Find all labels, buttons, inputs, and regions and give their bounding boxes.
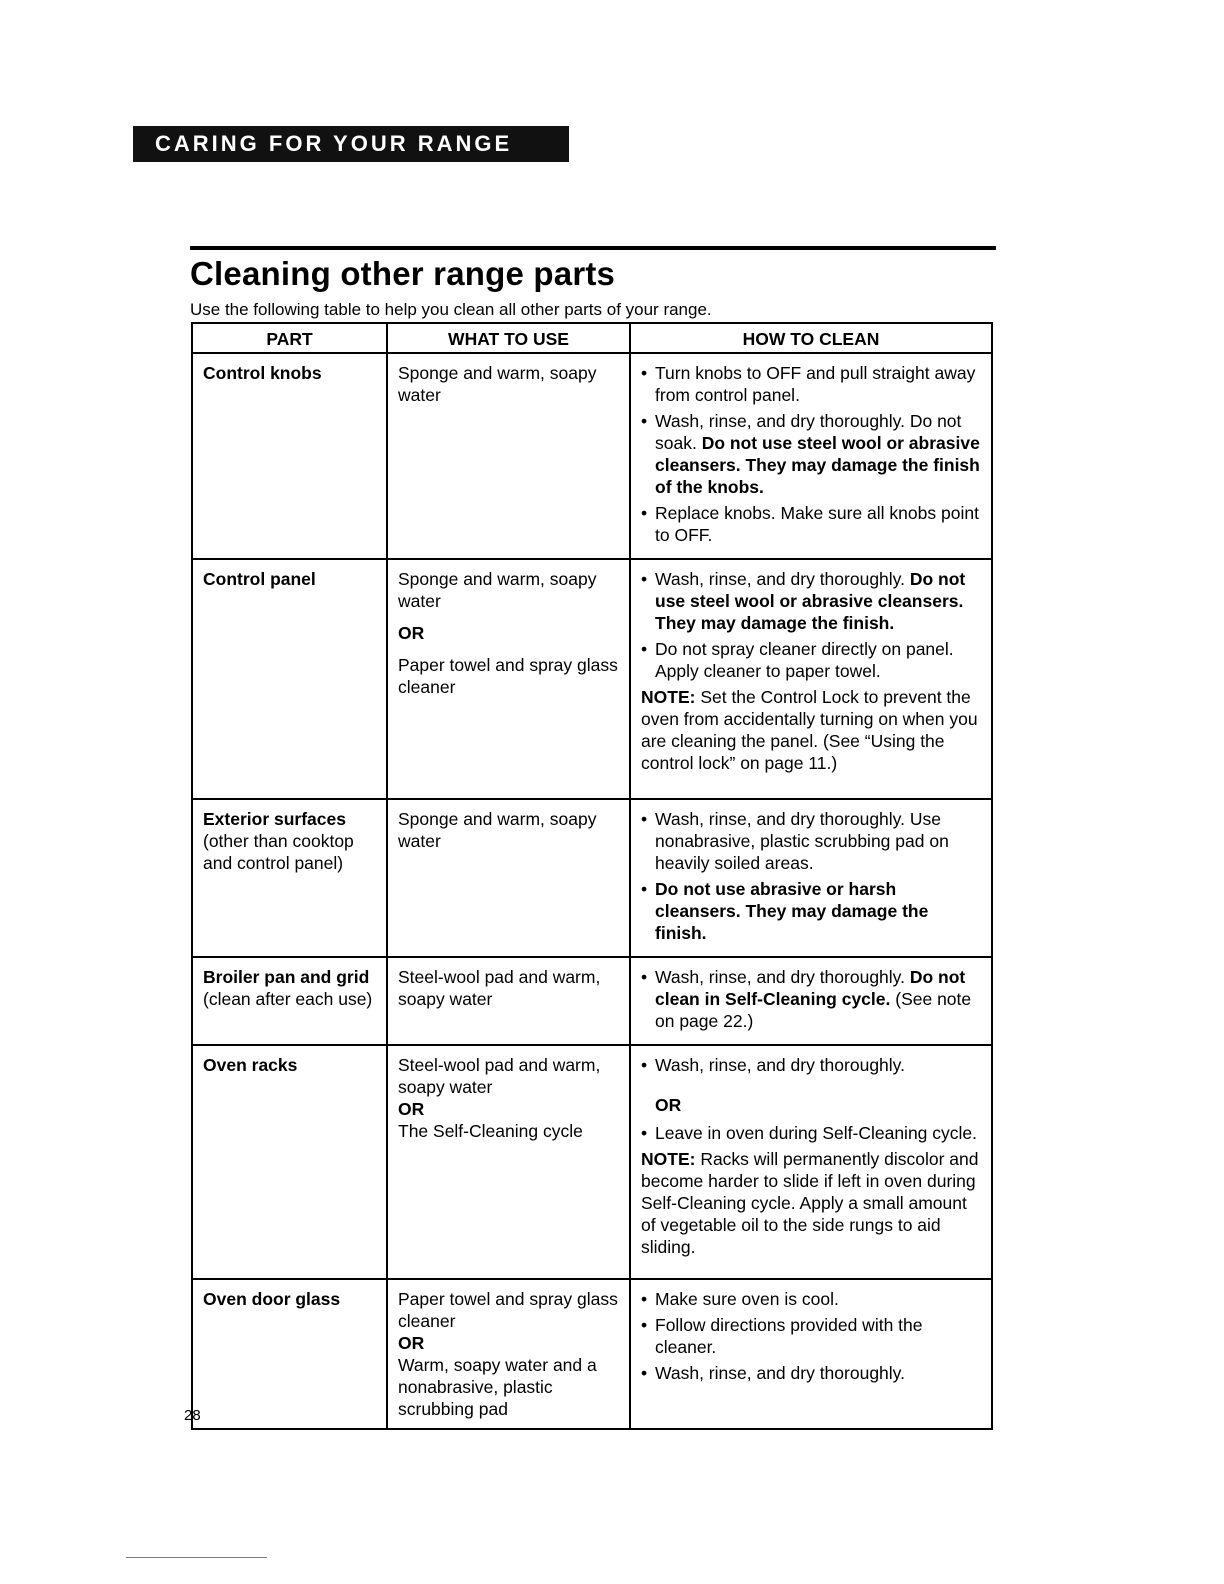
table-row-broiler-pan [192,957,992,1045]
step-item: • Do not spray cleaner directly on panel. Apply cleaner to paper towel. [641,639,954,681]
how-cell [630,1279,992,1429]
use-item: Sponge and warm, soapy water [398,809,597,851]
note: NOTE: Racks will permanently discolor and become harder to slide if left in oven during Self-Cleaning cycle. Apply a small amount of vegetable oil to the side rungs to aid sliding. [641,1149,979,1257]
note: NOTE: Set the Control Lock to prevent the oven from accidentally turning on when you are cleaning the panel. (See “Using the control lock” on page 11.) [641,687,978,773]
part-cell [192,1279,387,1429]
step-item: • Wash, rinse, and dry thoroughly. Do not soak. Do not use steel wool or abrasive cleansers. They may damage the finish of the knobs. [641,411,980,497]
table-header-row [192,323,992,353]
table-row-oven-door-glass [192,1279,992,1429]
part-cell [192,559,387,799]
step-item: • Follow directions provided with the cleaner. [641,1315,923,1357]
use-item: Steel-wool pad and warm, soapy water [398,967,601,1009]
use-item: Paper towel and spray glass cleaner [398,655,618,697]
how-cell [630,559,992,799]
header-part: PART [192,323,387,353]
how-cell [630,799,992,957]
part-name: Oven racks [203,1055,298,1075]
part-cell [192,353,387,559]
cleaning-table [191,322,993,1430]
use-cell [387,1279,630,1429]
use-or: OR [398,623,425,643]
part-name: Oven door glass [203,1289,341,1309]
use-cell [387,957,630,1045]
header-what-to-use: WHAT TO USE [387,323,630,353]
step-item: • Wash, rinse, and dry thoroughly. Do not clean in Self-Cleaning cycle. (See note on page 22.) [641,967,972,1031]
step-item: • Make sure oven is cool. [641,1289,839,1309]
step-item: • Wash, rinse, and dry thoroughly. Do not use steel wool or abrasive cleansers. They may damage the finish. [641,569,966,633]
part-note: (clean after each use) [203,989,373,1009]
table-row-control-panel [192,559,992,799]
use-item: Steel-wool pad and warm, soapy water [398,1055,601,1097]
footer-line [126,1557,267,1558]
part-note: (other than cooktop and control panel) [203,831,354,873]
use-cell [387,559,630,799]
header-how-to-clean: HOW TO CLEAN [630,323,992,353]
use-cell [387,799,630,957]
part-cell [192,1045,387,1279]
part-name: Exterior surfaces [203,809,346,829]
table-row-oven-racks [192,1045,992,1279]
use-cell [387,1045,630,1279]
use-item: Sponge and warm, soapy water [398,363,597,405]
use-or: OR [398,1099,425,1119]
use-or: OR [398,1333,425,1353]
use-item: Paper towel and spray glass cleaner [398,1289,618,1331]
step-item: • Do not use abrasive or harsh cleansers. They may damage the finish. [641,879,929,943]
step-item: • Turn knobs to OFF and pull straight away from control panel. [641,363,976,405]
use-item: Sponge and warm, soapy water [398,569,597,611]
table-row-control-knobs [192,353,992,559]
how-cell [630,353,992,559]
part-cell [192,799,387,957]
page-title: Cleaning other range parts [190,255,616,292]
use-item: Warm, soapy water and a nonabrasive, plastic scrubbing pad [398,1355,597,1419]
step-item: • Wash, rinse, and dry thoroughly. Use nonabrasive, plastic scrubbing pad on heavily soiled areas. [641,809,949,873]
how-cell [630,1045,992,1279]
intro-text: Use the following table to help you clean all other parts of your range. [190,300,712,319]
page-number: 28 [184,1407,201,1424]
how-or: OR [655,1095,682,1115]
step-item: • Wash, rinse, and dry thoroughly. [641,1055,905,1075]
step-item: • Replace knobs. Make sure all knobs point to OFF. [641,503,979,545]
table-row-exterior-surfaces [192,799,992,957]
part-name: Broiler pan and grid [203,967,370,987]
section-banner: CARING FOR YOUR RANGE [133,126,569,162]
part-name: Control knobs [203,363,322,383]
step-item: • Leave in oven during Self-Cleaning cycle. [641,1123,977,1143]
how-cell [630,957,992,1045]
part-cell [192,957,387,1045]
use-item: The Self-Cleaning cycle [398,1121,583,1141]
step-item: • Wash, rinse, and dry thoroughly. [641,1363,905,1383]
part-name: Control panel [203,569,316,589]
use-cell [387,353,630,559]
title-rule [190,246,996,250]
